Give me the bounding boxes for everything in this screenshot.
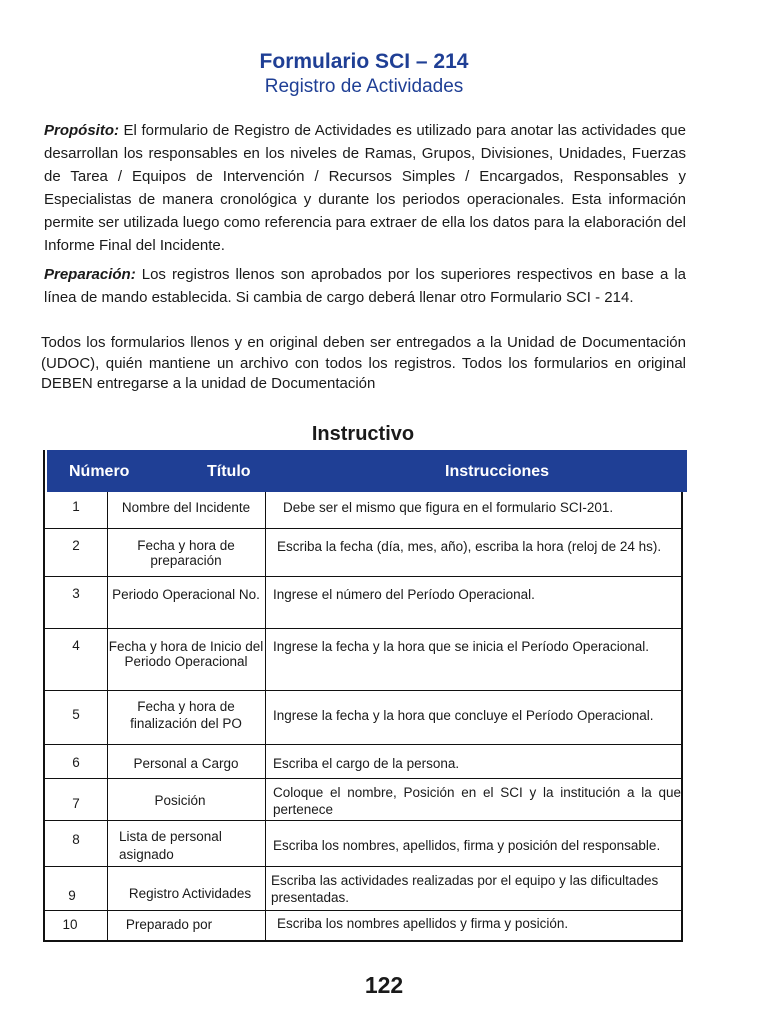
row-title: Posición [154, 793, 206, 808]
row-instruction: Escriba los nombres apellidos y firma y posición. [277, 916, 569, 931]
table-row [45, 744, 683, 778]
row-instruction: Ingrese la fecha y la hora que concluye el Período Operacional. [273, 708, 654, 723]
column-header-title: Título [207, 463, 251, 480]
row-instruction: Escriba los nombres, apellidos, firma y posición del responsable. [273, 838, 661, 853]
row-separator [45, 820, 681, 821]
row-separator [45, 866, 681, 867]
row-number: 10 [62, 917, 78, 932]
table-row [45, 690, 683, 744]
row-title: Personal a Cargo [133, 756, 239, 771]
row-separator [45, 628, 681, 629]
table-row [45, 492, 683, 528]
row-number: 9 [68, 888, 76, 903]
row-title: Periodo Operacional No. [112, 587, 260, 602]
table-header [47, 450, 687, 492]
row-number: 3 [72, 586, 80, 601]
table-row [45, 910, 683, 940]
row-separator [45, 528, 681, 529]
row-title: Lista de personal asignado [119, 829, 222, 862]
table-row [45, 778, 683, 820]
form-title: Formulario SCI – 214 [259, 50, 469, 73]
row-instruction: Escriba la fecha (día, mes, año), escriba la hora (reloj de 24 hs). [277, 539, 662, 554]
delivery-paragraph: Todos los formularios llenos y en original deben ser entregados a la Unidad de Documentación (UDOC), quién mantiene un archivo con todos los registros. Todos los formularios en original DEBEN entregarse a la unidad de Documentación [41, 334, 686, 392]
row-title: Nombre del Incidente [121, 500, 251, 515]
row-title: Fecha y hora de finalización del PO [130, 699, 242, 731]
row-instruction: Escriba el cargo de la persona. [273, 756, 460, 771]
preparation-paragraph [44, 263, 686, 309]
table-row [45, 576, 683, 628]
row-number: 7 [72, 796, 80, 811]
row-number: 5 [72, 707, 80, 722]
row-number: 6 [72, 755, 80, 770]
purpose-paragraph [44, 119, 686, 257]
row-title: Preparado por [125, 917, 213, 932]
table-row [45, 866, 683, 910]
row-separator [45, 744, 681, 745]
row-number: 4 [72, 638, 80, 653]
row-separator [45, 690, 681, 691]
row-title: Registro Actividades [128, 886, 252, 901]
table-row [45, 820, 683, 866]
preparation-text: Los registros llenos son aprobados por los superiores respectivos en base a la línea de mando establecida. Si cambia de cargo deberá llenar otro Formulario SCI - 214. [44, 266, 686, 306]
row-separator [45, 576, 681, 577]
column-header-number: Número [69, 463, 130, 480]
row-separator [45, 778, 681, 779]
column-header-instructions: Instrucciones [445, 463, 550, 480]
instructions-table [43, 450, 683, 942]
row-instruction: Coloque el nombre, Posición en el SCI y la institución a la que pertenece [273, 785, 681, 817]
form-subtitle: Registro de Actividades [264, 76, 464, 97]
row-number: 8 [72, 832, 80, 847]
table-row [45, 528, 683, 576]
row-number: 1 [72, 499, 80, 514]
row-number: 2 [72, 538, 80, 553]
purpose-text: El formulario de Registro de Actividades es utilizado para anotar las actividades que desarrollan los responsables en los niveles de Ramas, Grupos, Divisiones, Unidades, Fuerzas de Tarea / Equipos de Intervención / Recursos Simples / Encargados, Responsables y Especialistas de manera cronológica y durante los periodos operacionales. Esta información permite ser utilizada luego como referencia para extraer de ella los datos para la elaboración del Informe Final del Incidente. [44, 122, 686, 254]
page-number: 122 [364, 972, 404, 998]
purpose-label: Propósito: [44, 122, 119, 139]
instructions-heading: Instructivo [311, 423, 415, 445]
row-title: Fecha y hora de Inicio del Periodo Operacional [108, 639, 264, 669]
row-instruction: Escriba las actividades realizadas por el equipo y las dificultades presentadas. [271, 873, 659, 905]
row-instruction: Ingrese la fecha y la hora que se inicia el Período Operacional. [273, 639, 649, 654]
row-separator [45, 910, 681, 911]
row-instruction: Ingrese el número del Período Operacional. [273, 587, 535, 602]
preparation-label: Preparación: [44, 266, 136, 283]
row-instruction: Debe ser el mismo que figura en el formulario SCI-201. [283, 500, 614, 515]
row-title: Fecha y hora de preparación [137, 538, 235, 568]
table-row [45, 628, 683, 690]
